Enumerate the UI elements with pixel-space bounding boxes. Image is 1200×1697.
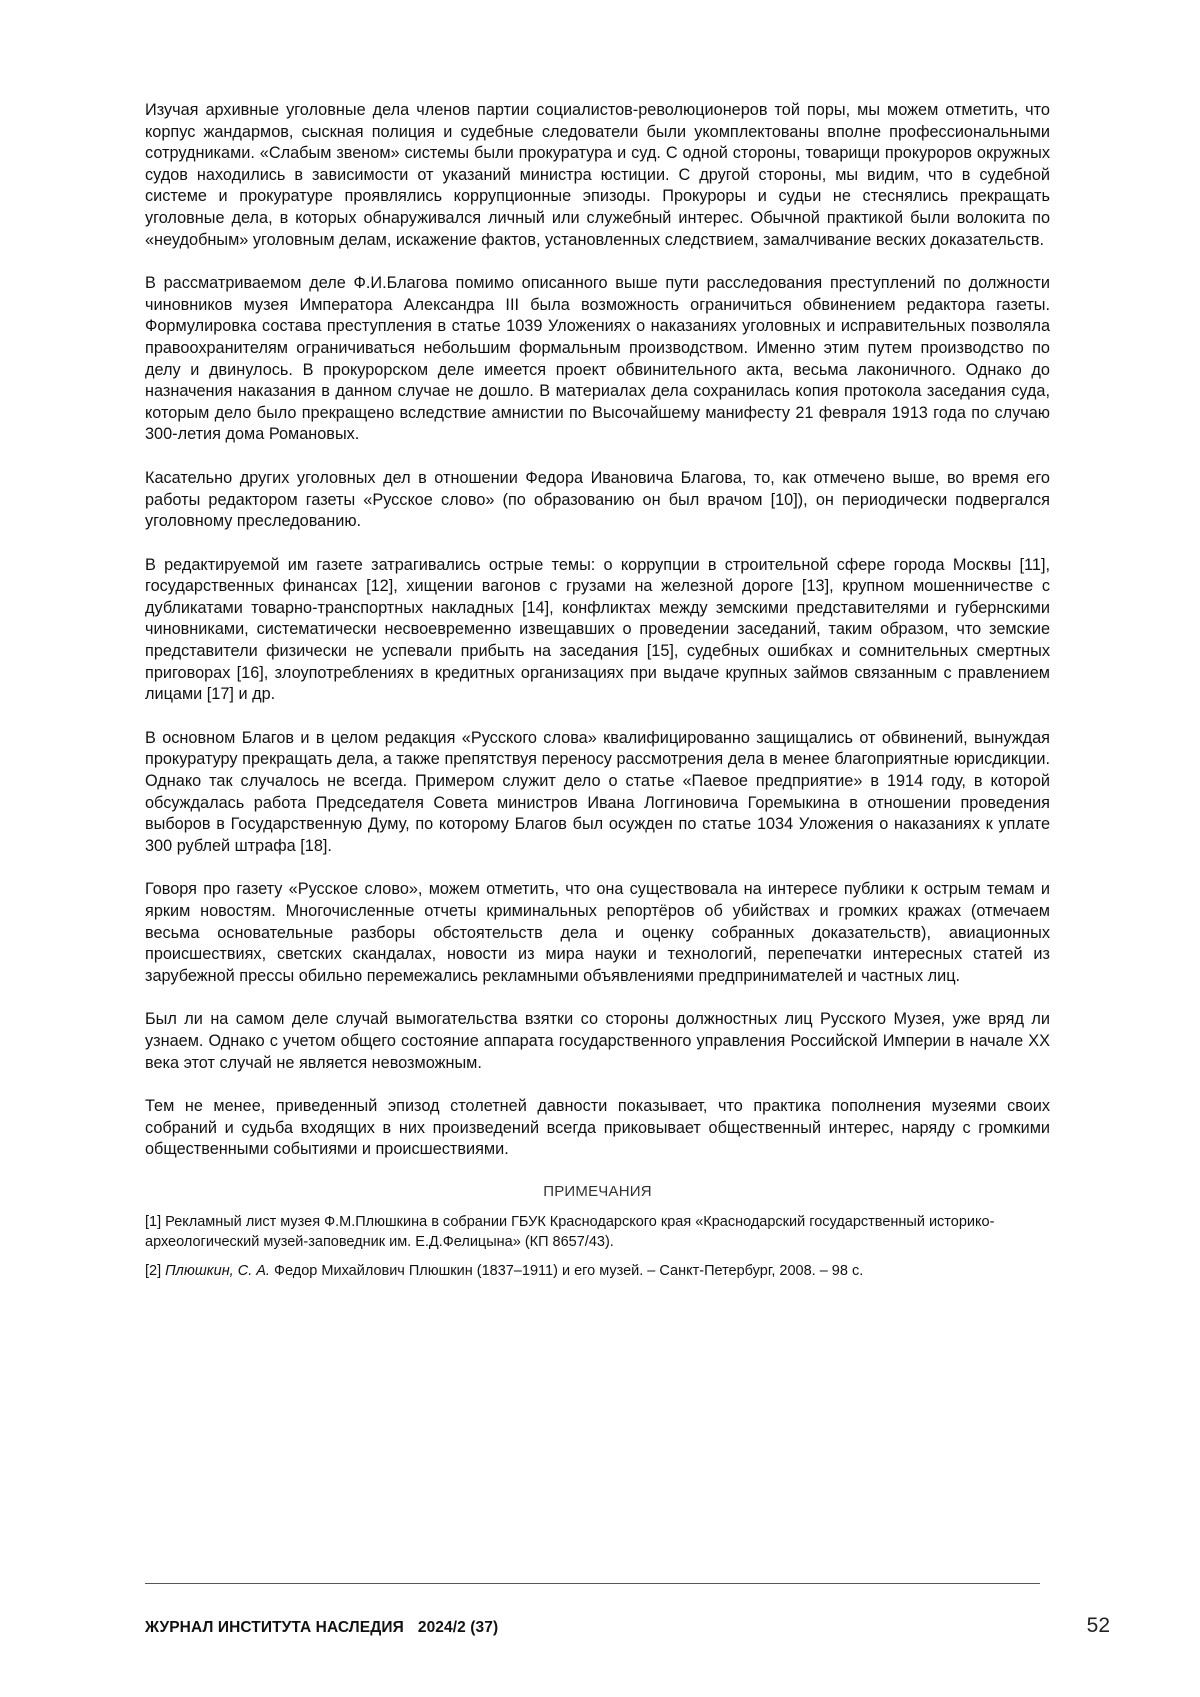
paragraph: В основном Благов и в целом редакция «Русского слова» квалифицированно защищались от обвинений, вынуждая прокуратуру прекращать дела, а также препятствуя переносу рассмотрения дела в менее благоприятные юрисдикции. Однако так случалось не всегда. Примером служит дело о статье «Паевое предприятие» в 1914 году, в которой обсуждалась работа Председателя Совета министров Ивана Логгиновича Горемыкина в отношении проведения выборов в Государственную Думу, по которому Благов был осужден по статье 1034 Уложения о наказаниях к уплате 300 рублей штрафа [18]. <box>145 728 1050 855</box>
note-marker: [1] <box>145 1213 162 1230</box>
note-item <box>145 1261 1050 1282</box>
page-body <box>145 100 1050 1289</box>
journal-title <box>145 1619 498 1637</box>
notes-heading: ПРИМЕЧАНИЯ <box>543 1182 652 1200</box>
paragraph: Был ли на самом деле случай вымогательства взятки со стороны должностных лиц Русского Музея, уже вряд ли узнаем. Однако с учетом общего состояние аппарата государственного управления Российской Империи в начале XX века этот случай не является невозможным. <box>145 1010 1050 1072</box>
note-author: Плюшкин, С. А. <box>165 1262 270 1279</box>
note-item <box>145 1212 1050 1253</box>
paragraph: Тем не менее, приведенный эпизод столетней давности показывает, что практика пополнения музеями своих собраний и судьба входящих в них произведений всегда приковывает общественный интерес, наряду с громкими общественными событиями и происшествиями. <box>145 1097 1050 1159</box>
note-text: Федор Михайлович Плюшкин (1837–1911) и его музей. – Санкт-Петербург, 2008. – 98 с. <box>274 1262 864 1279</box>
journal-name: ЖУРНАЛ ИНСТИТУТА НАСЛЕДИЯ <box>145 1619 404 1636</box>
page-footer <box>145 1614 1130 1638</box>
note-marker: [2] <box>145 1262 162 1279</box>
footer-divider <box>145 1583 1040 1584</box>
page-number: 52 <box>1086 1614 1110 1637</box>
paragraph: Касательно других уголовных дел в отношении Федора Ивановича Благова, то, как отмечено выше, во время его работы редактором газеты «Русское слово» (по образованию он был врачом [10]), он периодически подвергался уголовному преследованию. <box>145 468 1050 531</box>
paragraph: Изучая архивные уголовные дела членов партии социалистов-революционеров той поры, мы можем отметить, что корпус жандармов, сыскная полиция и судебные следователи были укомплектованы вполне профессиональными сотрудниками. «Слабым звеном» системы были прокуратура и суд. С одной стороны, товарищи прокуроров окружных судов находились в зависимости от указаний министра юстиции. С другой стороны, мы видим, что в судебной системе и прокуратуре проявлялись коррупционные эпизоды. Прокуроры и судьи не стеснялись прекращать уголовные дела, в которых обнаруживался личный или служебный интерес. Обычной практикой были волокита по «неудобным» уголовным делам, искажение фактов, установленных следствием, замалчивание веских доказательств. <box>145 101 1050 249</box>
paragraph: Говоря про газету «Русское слово», можем отметить, что она существовала на интересе публики к острым темам и ярким новостям. Многочисленные отчеты криминальных репортёров об убийствах и громких кражах (отмечаем весьма основательные разборы обстоятельств дела и оценку собранных доказательств), авиационных происшествиях, светских скандалах, новости из мира науки и технологий, перепечатки интересных статей из зарубежной прессы обильно перемежались рекламными объявлениями предпринимателей и частных лиц. <box>145 880 1050 985</box>
paragraph: В рассматриваемом деле Ф.И.Благова помимо описанного выше пути расследования преступлений по должности чиновников музея Императора Александра III была возможность ограничиться обвинением редактора газеты. Формулировка состава преступления в статье 1039 Уложениях о наказаниях уголовных и исправительных позволяла правоохранителям ограничиваться небольшим формальным производством. Именно этим путем производство по делу и двинулось. В прокурорском деле имеется проект обвинительного акта, весьма лаконичного. Однако до назначения наказания в данном случае не дошло. В материалах дела сохранилась копия протокола заседания суда, которым дело было прекращено вследствие амнистии по Высочайшему манифесту 21 февраля 1913 года по случаю 300-летия дома Романовых. <box>145 274 1050 444</box>
paragraph: В редактируемой им газете затрагивались острые темы: о коррупции в строительной сфере города Москвы [11], государственных финансах [12], хищении вагонов с грузами на железной дороге [13], крупном мошенничестве с дубликатами товарно-транспортных накладных [14], конфликтах между земскими представителями и губернскими чиновниками, систематически несвоевременно извещавших о проведении заседаний, таким образом, что земские представители физически не успевали прибыть на заседания [15], судебных ошибках и сомнительных смертных приговорах [16], злоупотреблениях в кредитных организациях при выдаче крупных займов связанным с правлением лицами [17] и др. <box>145 555 1050 704</box>
journal-issue: 2024/2 (37) <box>417 1619 499 1636</box>
note-text: Рекламный лист музея Ф.М.Плюшкина в собрании ГБУК Краснодарского края «Краснодарский государственный историко-археологический музей-заповедник им. Е.Д.Фелицына» (КП 8657/43). <box>145 1213 995 1251</box>
